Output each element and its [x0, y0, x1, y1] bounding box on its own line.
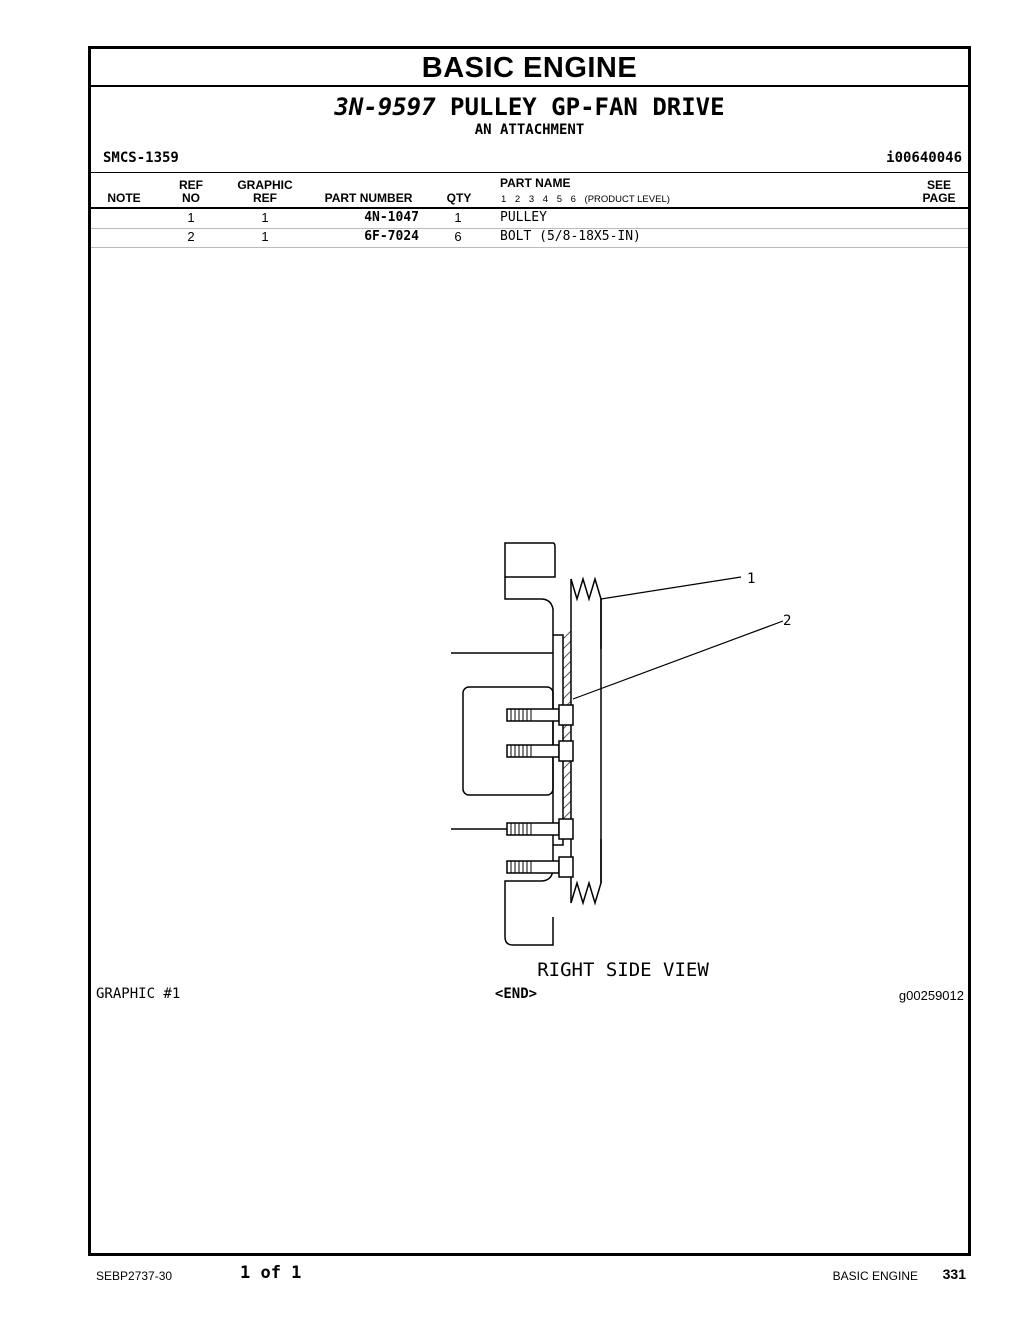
table-top-rule — [91, 172, 968, 173]
header-ref — [171, 179, 211, 205]
group-title — [91, 93, 968, 121]
row-ref: 2 — [187, 229, 195, 244]
page-frame — [88, 46, 971, 1256]
header-graphic-bottom: REF — [253, 191, 277, 205]
header-graphic-top: GRAPHIC — [237, 178, 293, 192]
smcs-code: SMCS-1359 — [103, 150, 179, 166]
mount-lower-web — [505, 845, 553, 909]
pulley-drawing — [391, 539, 792, 981]
row-part-number: 6F-7024 — [364, 229, 419, 244]
row-part-name: PULLEY — [500, 210, 547, 225]
section-title: BASIC ENGINE — [91, 49, 968, 87]
header-see-page — [911, 179, 967, 205]
callout-leader-1 — [601, 577, 741, 599]
header-see-bottom: PAGE — [922, 191, 956, 205]
footer-section: BASIC ENGINE — [832, 1269, 918, 1283]
callout-leader-2 — [573, 621, 783, 699]
end-marker: <END> — [494, 986, 538, 1002]
table-row — [91, 228, 968, 248]
header-graphic-ref — [231, 179, 299, 205]
housing-outline — [463, 687, 553, 795]
row-part-name: BOLT (5/8-18X5-IN) — [500, 229, 641, 244]
product-level-label: (PRODUCT LEVEL) — [584, 194, 670, 205]
header-note: NOTE — [107, 191, 141, 205]
product-level-numbers: 1 2 3 4 5 6 — [501, 194, 576, 205]
mount-upper-web — [505, 577, 553, 635]
row-graphic-ref: 1 — [261, 210, 269, 225]
row-qty: 1 — [454, 210, 462, 225]
row-qty: 6 — [454, 229, 462, 244]
footer-page-of: 1 of 1 — [240, 1263, 302, 1283]
row-part-number: 4N-1047 — [364, 210, 419, 225]
graphic-id: g00259012 — [898, 988, 964, 1003]
bolt-head-3 — [559, 819, 573, 839]
header-part-name: PART NAME — [500, 176, 571, 190]
header-see-top: SEE — [926, 178, 951, 192]
group-name: PULLEY GP-FAN DRIVE — [450, 93, 725, 121]
header-qty: QTY — [446, 191, 472, 205]
callout-2: 2 — [783, 613, 792, 629]
bolt-head-2 — [559, 741, 573, 761]
callout-1: 1 — [747, 571, 756, 587]
view-label: RIGHT SIDE VIEW — [537, 959, 709, 981]
row-graphic-ref: 1 — [261, 229, 269, 244]
mount-bracket-top — [505, 543, 555, 577]
illustration-id: i00640046 — [886, 150, 962, 166]
footer-doc-id: SEBP2737-30 — [96, 1269, 173, 1283]
bolt-head-1 — [559, 705, 573, 725]
row-ref: 1 — [187, 210, 195, 225]
mount-bracket-bottom — [505, 909, 553, 945]
table-row — [91, 209, 968, 229]
header-part-number: PART NUMBER — [324, 191, 413, 205]
group-subtitle: AN ATTACHMENT — [474, 122, 585, 138]
bolt-head-4 — [559, 857, 573, 877]
graphic-label: GRAPHIC #1 — [96, 986, 181, 1002]
pulley-groove-bottom — [571, 839, 601, 903]
footer-page-number: 331 — [942, 1266, 966, 1282]
pulley-groove-top — [571, 579, 601, 649]
header-ref-bottom: NO — [182, 191, 200, 205]
product-levels — [501, 194, 670, 205]
header-ref-top: REF — [179, 178, 203, 192]
group-part-number: 3N-9597 — [334, 93, 436, 121]
